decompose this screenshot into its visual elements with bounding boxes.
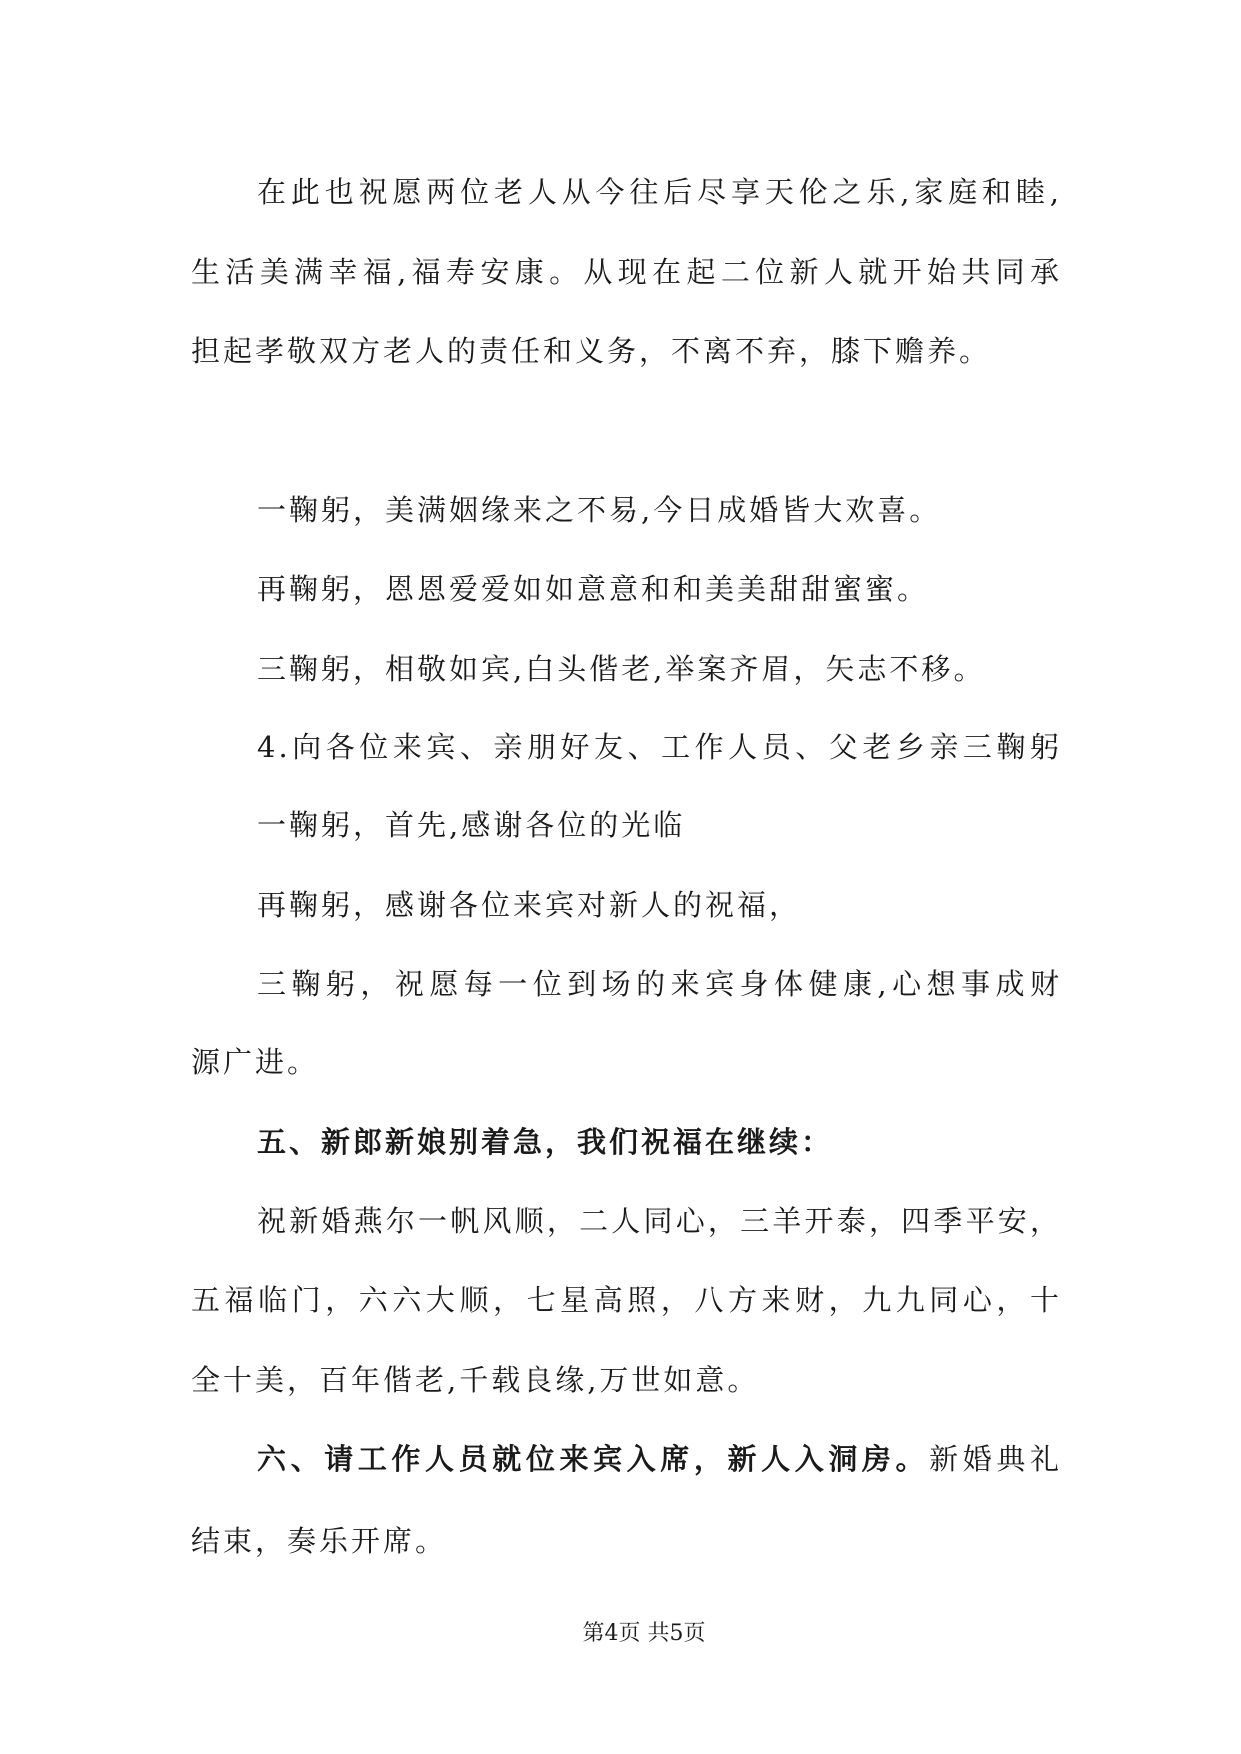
section-6-heading: 六、请工作人员就位来宾入席，新人入洞房。 [257, 1442, 930, 1476]
guest-bow-line: 再鞠躬，感谢各位来宾对新人的祝福， [257, 888, 802, 922]
section-6-line: 结束，奏乐开席。 [191, 1524, 448, 1558]
section-6-text: 新婚典礼 [929, 1442, 1062, 1476]
parent-bow-line: 三鞠躬，相敬如宾,白头偕老,举案齐眉，矢志不移。 [257, 652, 986, 686]
page-number-footer: 第4页 共5页 [582, 1621, 706, 1646]
section-6-line [257, 1439, 1062, 1479]
section-5-line: 祝新婚燕尔一帆风顺，二人同心，三羊开泰，四季平安， [257, 1204, 1062, 1238]
guest-bow-line: 一鞠躬，首先,感谢各位的光临 [257, 808, 686, 842]
guest-bow-line: 源广进。 [191, 1045, 320, 1079]
parent-bow-line: 再鞠躬，恩恩爱爱如如意意和和美美甜甜蜜蜜。 [257, 572, 930, 606]
section-5-line: 五福临门，六六大顺，七星高照，八方来财，九九同心，十 [191, 1283, 1062, 1317]
blessing-line: 生活美满幸福,福寿安康。从现在起二位新人就开始共同承 [191, 255, 1062, 289]
guest-bow-line: 三鞠躬，祝愿每一位到场的来宾身体健康,心想事成财 [257, 967, 1062, 1001]
blessing-line: 担起孝敬双方老人的责任和义务，不离不弃，膝下赡养。 [191, 334, 992, 368]
guest-bows-heading: 4.向各位来宾、亲朋好友、工作人员、父老乡亲三鞠躬 [257, 730, 1062, 764]
section-5-heading: 五、新郎新娘别着急，我们祝福在继续： [257, 1125, 834, 1159]
parent-bow-line: 一鞠躬，美满姻缘来之不易,今日成婚皆大欢喜。 [257, 493, 942, 527]
blessing-line: 在此也祝愿两位老人从今往后尽享天伦之乐,家庭和睦, [257, 175, 1062, 209]
section-5-line: 全十美，百年偕老,千载良缘,万世如意。 [191, 1363, 760, 1397]
